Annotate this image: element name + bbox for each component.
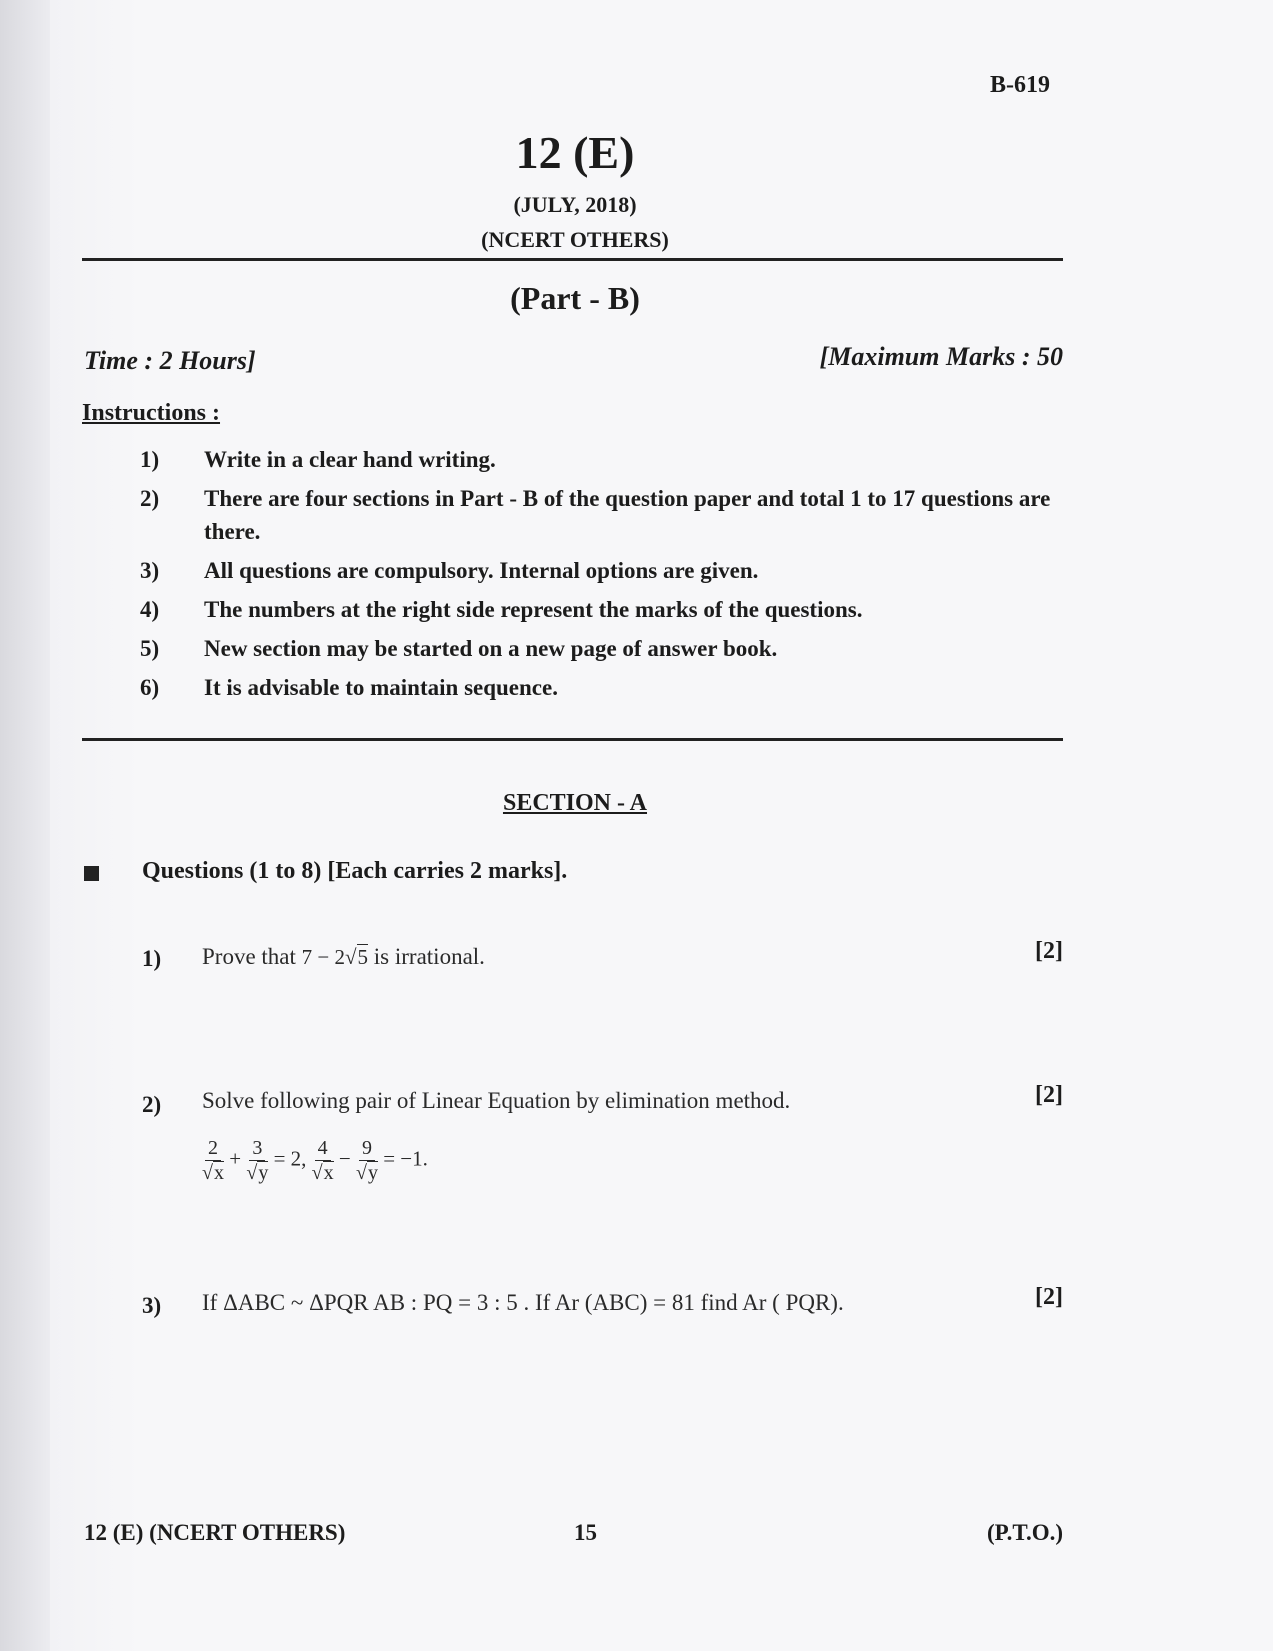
denominator: √x xyxy=(202,1162,224,1184)
instructions-divider xyxy=(82,738,1063,741)
paper-title: 12 (E) xyxy=(515,127,635,178)
maximum-marks: [Maximum Marks : 50 xyxy=(819,342,1063,371)
equation-period: . xyxy=(422,1146,428,1171)
instruction-item xyxy=(140,593,1065,626)
time-allowed: Time : 2 Hours] xyxy=(84,346,256,375)
denominator: √x xyxy=(311,1162,334,1184)
denominator: √y xyxy=(355,1162,378,1184)
question-2-text: Solve following pair of Linear Equation by elimination method. xyxy=(202,1088,791,1113)
radicand: y xyxy=(367,1162,378,1184)
radicand: x xyxy=(323,1162,334,1184)
section-title: SECTION - A xyxy=(502,790,648,816)
instruction-item xyxy=(140,554,1065,587)
question-1-prefix: Prove that xyxy=(202,944,296,969)
paper-code: B-619 xyxy=(990,72,1050,98)
minus-sign: − xyxy=(338,1146,351,1171)
numerator: 4 xyxy=(315,1136,331,1161)
numerator: 3 xyxy=(249,1136,265,1161)
question-1-text xyxy=(202,944,485,970)
exam-date: (JULY, 2018) xyxy=(513,192,637,217)
page-number: 15 xyxy=(574,1520,597,1545)
footer-right: (P.T.O.) xyxy=(986,1520,1063,1545)
instruction-item xyxy=(140,482,1065,548)
exam-board: (NCERT OTHERS) xyxy=(481,227,669,252)
fraction xyxy=(356,1136,378,1185)
instruction-number: 3) xyxy=(140,558,160,583)
question-number: 3) xyxy=(142,1293,162,1318)
plus-sign: + xyxy=(229,1146,242,1171)
numerator: 9 xyxy=(359,1136,375,1161)
question-1-suffix: is irrational. xyxy=(373,944,485,969)
instruction-text: The numbers at the right side represent the marks of the questions. xyxy=(204,597,863,622)
footer-left: 12 (E) (NCERT OTHERS) xyxy=(84,1520,346,1545)
instruction-item xyxy=(140,632,1065,665)
instruction-text: It is advisable to maintain sequence. xyxy=(204,675,558,700)
expression-radicand: 5 xyxy=(357,945,369,969)
instruction-number: 5) xyxy=(140,636,160,661)
expression-term: 7 − 2 xyxy=(301,945,345,969)
question-marks: [2] xyxy=(1035,1284,1063,1310)
question-3-text: If ΔABC ~ ΔPQR AB : PQ = 3 : 5 . If Ar (ABC) = 81 find Ar ( PQR). xyxy=(202,1290,844,1315)
instruction-text: All questions are compulsory. Internal options are given. xyxy=(204,558,759,583)
fraction xyxy=(312,1136,334,1185)
section-heading xyxy=(0,790,1150,817)
instruction-number: 1) xyxy=(140,447,160,472)
equation-pair xyxy=(202,1136,428,1185)
instruction-item xyxy=(140,671,1065,704)
instruction-text: There are four sections in Part - B of the question paper and total 1 to 17 questions are there. xyxy=(204,486,1051,544)
fraction xyxy=(246,1136,268,1185)
question-1-expression: 7 − 2√5 xyxy=(301,945,369,969)
section-subtitle: Questions (1 to 8) [Each carries 2 marks]. xyxy=(142,858,568,884)
numerator: 2 xyxy=(205,1136,221,1161)
equation-result: = −1 xyxy=(383,1146,423,1171)
denominator: √y xyxy=(246,1162,269,1184)
top-divider xyxy=(82,258,1063,261)
question-marks: [2] xyxy=(1035,938,1063,964)
fraction xyxy=(202,1136,224,1185)
instructions-list xyxy=(140,443,1065,710)
square-bullet-icon xyxy=(84,866,99,881)
question-number: 2) xyxy=(142,1092,162,1117)
radicand: y xyxy=(258,1162,269,1184)
question-marks: [2] xyxy=(1035,1082,1063,1108)
part-title: (Part - B) xyxy=(510,280,640,316)
radicand: x xyxy=(213,1162,224,1184)
instruction-number: 6) xyxy=(140,675,160,700)
instruction-number: 2) xyxy=(140,486,160,511)
equation-result: = 2, xyxy=(273,1146,307,1171)
instructions-heading: Instructions : xyxy=(82,400,221,426)
instruction-number: 4) xyxy=(140,597,160,622)
question-number: 1) xyxy=(142,946,162,971)
instruction-text: New section may be started on a new page of answer book. xyxy=(204,636,778,661)
instruction-item xyxy=(140,443,1065,476)
instruction-text: Write in a clear hand writing. xyxy=(204,447,496,472)
